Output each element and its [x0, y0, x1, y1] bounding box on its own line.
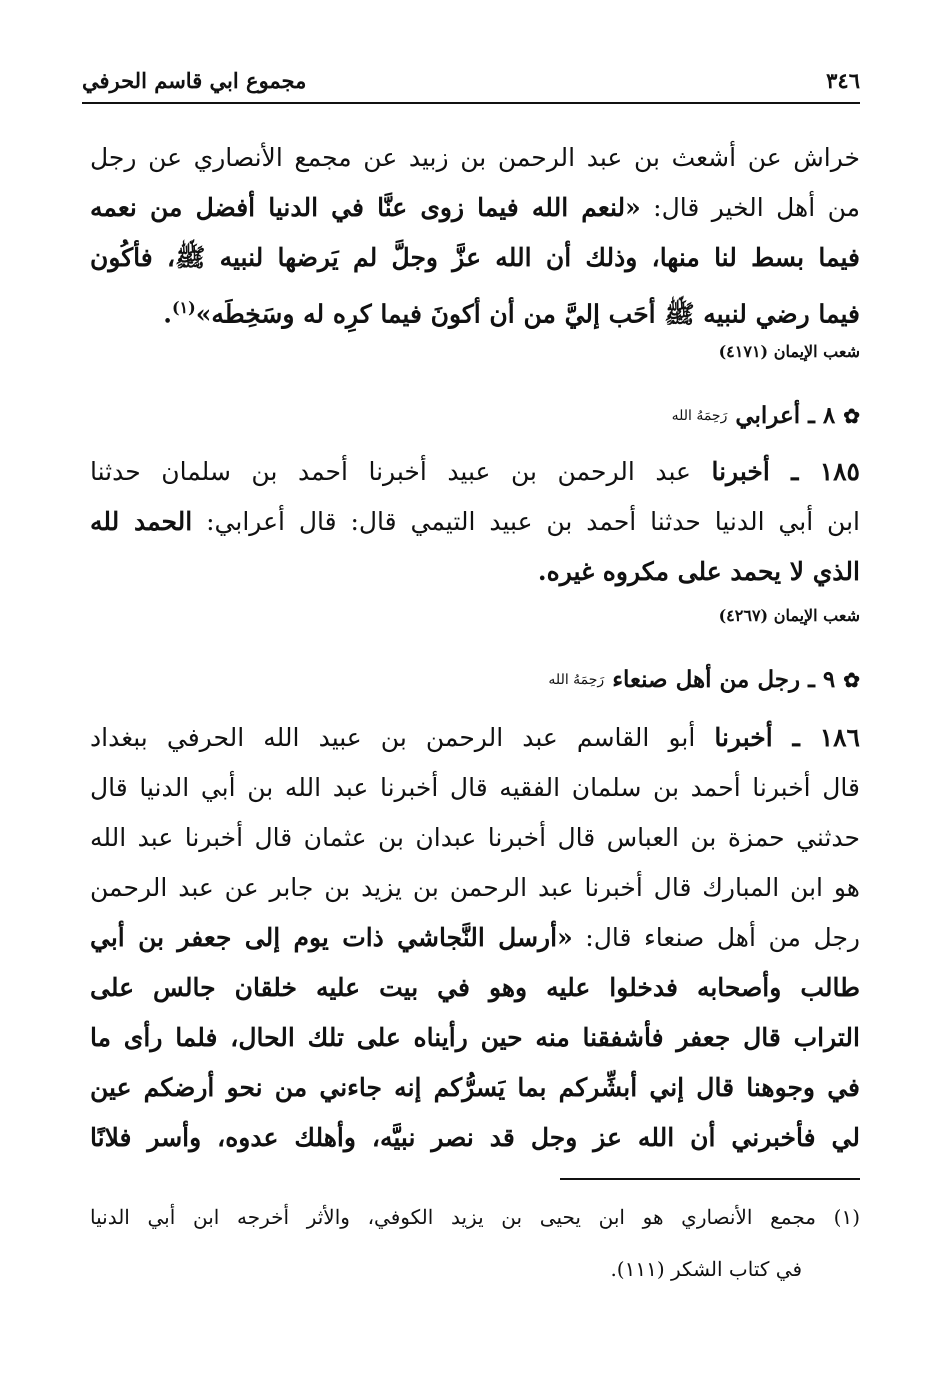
- text-segment: رجل من أهل صنعاء قال:: [572, 923, 860, 952]
- text-segment: عبد الرحمن بن عبيد أخبرنا أحمد بن سلمان حدثنا: [90, 457, 712, 486]
- text-line: [90, 1118, 860, 1158]
- text-line: [90, 502, 860, 542]
- honorific: رَحِمَهُ الله: [548, 671, 605, 688]
- entry-number: ١٨٥ ـ أخبرنا: [711, 457, 860, 486]
- footnote-line: في كتاب الشكر (١١١).: [610, 1257, 802, 1281]
- text-segment: أبو القاسم عبد الرحمن بن عبيد الله الحرفي ببغداد: [90, 723, 715, 752]
- quote-text: «لنعم الله فيما زوى عنَّا في الدنيا أفضل من نعمه: [90, 193, 641, 222]
- book-title: مجموع ابي قاسم الحرفي: [82, 67, 307, 93]
- quote-text: فيما بسط لنا منها، وذلك أن الله عزَّ وجلَّ لم يَرضها لنبيه ﷺ، فأكُون: [90, 243, 860, 272]
- quote-text: التراب قال جعفر فأشفقنا منه حين رأيناه على تلك الحال، فلما رأى ما: [90, 1023, 860, 1052]
- flower-icon: ✿: [843, 667, 860, 692]
- page-number: ٣٤٦: [826, 67, 860, 93]
- section-title: ٩ ـ رجل من أهل صنعاء: [612, 666, 836, 693]
- text-line: [90, 868, 860, 908]
- text-line: [90, 138, 860, 178]
- flower-icon: ✿: [843, 403, 860, 428]
- text-segment: قال أخبرنا أحمد بن سلمان الفقيه قال أخبرنا عبد الله بن أبي الدنيا قال: [90, 773, 860, 802]
- quote-text: من نحو أرضكم عين: [90, 1073, 308, 1102]
- text-line: [90, 238, 860, 278]
- footnote-reference[interactable]: (١): [171, 298, 196, 317]
- quote-text: طالب وأصحابه فدخلوا عليه وهو في بيت عليه خلقان جالس على: [90, 973, 860, 1002]
- section-title: ٨ ـ أعرابي: [735, 402, 836, 429]
- quote-text: فيما رضي لنبيه ﷺ أحَب إليَّ من أن أكونَ فيما كرِه له وسَخِطَه»: [195, 299, 860, 329]
- header-rule: [82, 102, 860, 104]
- section-heading: [548, 666, 860, 693]
- footnote-line: (١) مجمع الأنصاري هو ابن يحيى بن يزيد الكوفي، والأثر أخرجه ابن أبي الدنيا: [90, 1205, 860, 1229]
- source-citation: شعب الإيمان (٤١٧١): [718, 342, 860, 361]
- section-heading: [672, 402, 860, 429]
- text-line: [90, 452, 860, 492]
- text-segment: من أهل الخير قال:: [640, 193, 860, 222]
- quote-text: في وجوهنا قال إني أبشِّركم بما يَسرُّكم إنه جاءني: [307, 1073, 860, 1102]
- text-segment: هو ابن المبارك قال أخبرنا عبد الرحمن بن يزيد بن جابر عن عبد الرحمن: [90, 873, 860, 902]
- text-line: [90, 288, 860, 334]
- text-line: [90, 818, 860, 858]
- text-line: [90, 918, 860, 958]
- source-citation: شعب الإيمان (٤٢٦٧): [718, 606, 860, 625]
- quote-text: «أرسل النَّجاشي ذات يوم إلى جعفر بن أبي: [90, 923, 573, 952]
- running-header: [82, 60, 860, 100]
- honorific: رَحِمَهُ الله: [671, 407, 728, 424]
- quote-text: لي فأخبرني أن الله عز وجل قد نصر نبيَّه، وأهلك عدوه، وأسر فلانًا: [90, 1123, 860, 1152]
- text-segment: .: [163, 299, 172, 329]
- quote-text: الذي لا يحمد على مكروه غيره.: [537, 557, 860, 586]
- text-line: [90, 188, 860, 228]
- text-line: [90, 968, 860, 1008]
- quote-text: الحمد لله: [90, 507, 193, 536]
- footnote-rule: [560, 1178, 860, 1180]
- text-segment: حدثني حمزة بن العباس قال أخبرنا عبدان بن عثمان قال أخبرنا عبد الله: [90, 823, 860, 852]
- text-line: [90, 552, 860, 592]
- text-line: [90, 768, 860, 808]
- text-line: [90, 1068, 860, 1108]
- entry-number: ١٨٦ ـ أخبرنا: [714, 723, 860, 752]
- text-line: [90, 1018, 860, 1058]
- text-segment: ابن أبي الدنيا حدثنا أحمد بن عبيد التيمي قال: قال أعرابي:: [192, 507, 860, 536]
- text-segment: خراش عن أشعث بن عبد الرحمن بن زبيد عن مجمع الأنصاري عن رجل: [90, 143, 860, 172]
- text-line: [90, 718, 860, 758]
